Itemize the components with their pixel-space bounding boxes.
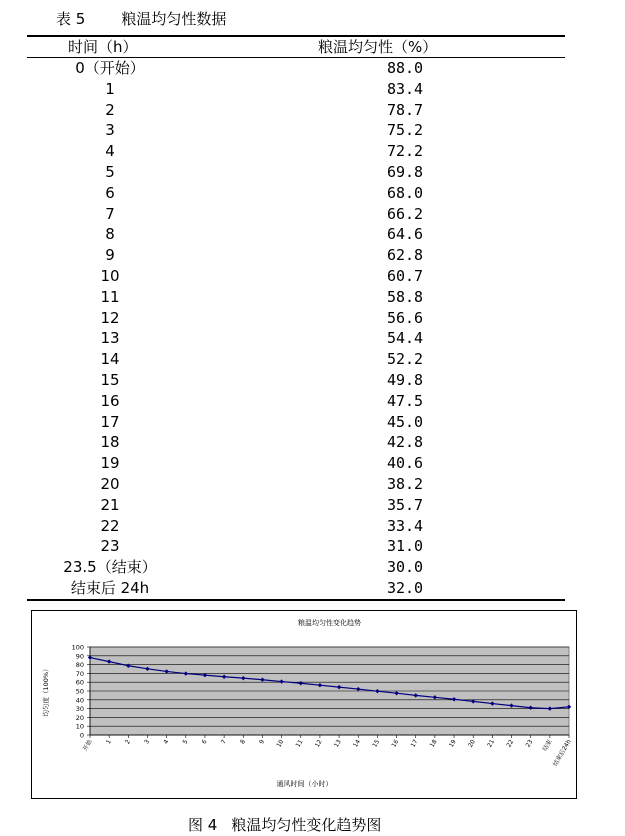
cell-uniformity: 38.2 <box>386 475 424 493</box>
x-tick-label: 20 <box>467 738 477 749</box>
table-row <box>27 79 565 100</box>
table-title: 粮温均匀性数据 <box>121 10 227 28</box>
cell-time: 23.5（结束） <box>63 558 157 577</box>
cell-time: 结束后 24h <box>70 579 150 597</box>
x-tick-label: 1 <box>104 738 113 746</box>
x-tick-label: 13 <box>332 738 343 749</box>
cell-time: 22 <box>100 516 120 535</box>
cell-time: 9 <box>105 246 115 265</box>
cell-uniformity: 66.2 <box>386 204 424 223</box>
cell-uniformity: 75.2 <box>386 121 424 140</box>
x-tick-label: 9 <box>258 738 267 746</box>
cell-uniformity: 88.0 <box>386 59 424 77</box>
cell-time: 5 <box>105 163 115 181</box>
cell-time: 16 <box>100 391 120 410</box>
table-row <box>27 474 565 495</box>
table-row <box>27 204 565 225</box>
cell-time: 1 <box>105 79 115 98</box>
table-caption <box>56 8 226 29</box>
cell-time: 17 <box>100 412 120 431</box>
cell-time: 15 <box>100 371 120 389</box>
x-tick-label: 15 <box>371 738 382 749</box>
x-tick-label: 19 <box>447 738 458 749</box>
table-row <box>27 412 565 433</box>
y-tick-label: 30 <box>75 705 84 714</box>
cell-uniformity: 72.2 <box>386 142 424 161</box>
cell-time: 8 <box>105 225 115 244</box>
table-row <box>27 432 565 453</box>
x-tick-label: 16 <box>390 738 401 749</box>
table-bottom-rule <box>27 599 565 601</box>
cell-time: 10 <box>100 267 120 285</box>
cell-time: 3 <box>105 121 115 140</box>
table-row <box>27 349 565 370</box>
table-row <box>27 266 565 287</box>
table-row <box>27 58 565 79</box>
x-tick-label: 4 <box>162 738 171 746</box>
cell-uniformity: 35.7 <box>386 495 424 514</box>
table-row <box>27 328 565 349</box>
cell-uniformity: 58.8 <box>386 287 424 306</box>
x-axis-title: 通风时间（小时） <box>276 780 333 788</box>
table-row <box>27 557 565 578</box>
figure-title: 粮温均匀性变化趋势图 <box>231 816 382 834</box>
cell-uniformity: 62.8 <box>386 246 424 265</box>
table-row <box>27 578 565 599</box>
table-row <box>27 100 565 121</box>
cell-uniformity: 32.0 <box>386 579 424 597</box>
cell-time: 14 <box>100 350 120 369</box>
table-row <box>27 287 565 308</box>
cell-time: 12 <box>100 308 120 327</box>
x-tick-label: 18 <box>428 738 439 749</box>
x-tick-label: 12 <box>313 738 324 749</box>
x-tick-label: 结束 <box>541 738 554 753</box>
x-tick-label: 结束后24h <box>551 738 573 768</box>
column-header-time: 时间（h） <box>68 38 138 56</box>
cell-time: 13 <box>100 329 120 348</box>
y-tick-label: 50 <box>75 687 84 696</box>
cell-time: 11 <box>100 287 120 306</box>
y-tick-label: 20 <box>75 713 84 722</box>
cell-uniformity: 83.4 <box>386 79 424 98</box>
cell-uniformity: 69.8 <box>386 163 424 181</box>
table-row <box>27 141 565 162</box>
cell-time: 2 <box>105 100 115 119</box>
cell-time: 19 <box>100 454 120 473</box>
cell-time: 18 <box>100 433 120 452</box>
cell-uniformity: 54.4 <box>386 329 424 348</box>
y-tick-label: 0 <box>79 731 84 740</box>
table-row <box>27 370 565 391</box>
x-tick-label: 10 <box>275 738 286 749</box>
y-axis-title: 均匀度（100%） <box>42 665 50 717</box>
table-row <box>27 183 565 204</box>
cell-uniformity: 45.0 <box>386 412 424 431</box>
y-tick-label: 90 <box>75 652 84 661</box>
x-tick-label: 2 <box>124 738 133 746</box>
x-tick-label: 7 <box>219 738 228 746</box>
cell-uniformity: 49.8 <box>386 371 424 389</box>
table-row <box>27 120 565 141</box>
column-header-uniformity: 粮温均匀性（%） <box>318 38 438 56</box>
line-chart <box>32 611 578 800</box>
cell-uniformity: 56.6 <box>386 308 424 327</box>
x-tick-label: 23 <box>524 738 535 749</box>
cell-time: 21 <box>100 495 120 514</box>
cell-time: 7 <box>105 204 115 223</box>
y-tick-label: 100 <box>71 643 84 652</box>
chart-title: 粮温均匀性变化趋势 <box>298 619 361 627</box>
table-row <box>27 391 565 412</box>
x-tick-label: 6 <box>200 738 209 746</box>
table-row <box>27 536 565 557</box>
x-tick-label: 11 <box>294 738 305 749</box>
x-tick-label: 开始 <box>81 738 94 753</box>
table-row <box>27 245 565 266</box>
cell-time: 4 <box>105 142 115 161</box>
cell-uniformity: 64.6 <box>386 225 424 244</box>
cell-uniformity: 33.4 <box>386 516 424 535</box>
chart-frame <box>31 610 577 799</box>
table-row <box>27 224 565 245</box>
cell-uniformity: 42.8 <box>386 433 424 452</box>
x-tick-label: 3 <box>143 738 152 746</box>
cell-time: 23 <box>100 537 120 556</box>
y-tick-label: 80 <box>75 661 84 670</box>
table-row <box>27 308 565 329</box>
cell-time: 6 <box>105 183 115 202</box>
y-tick-label: 40 <box>75 696 84 705</box>
cell-time: 20 <box>100 475 120 493</box>
figure-caption <box>188 814 381 835</box>
figure-number: 图 4 <box>188 816 218 834</box>
cell-uniformity: 31.0 <box>386 537 424 556</box>
cell-uniformity: 52.2 <box>386 350 424 369</box>
cell-uniformity: 40.6 <box>386 454 424 473</box>
x-tick-label: 5 <box>181 738 190 746</box>
table-number: 表 5 <box>56 10 86 28</box>
cell-time: 0（开始） <box>75 59 145 77</box>
cell-uniformity: 68.0 <box>386 183 424 202</box>
table-row <box>27 453 565 474</box>
x-tick-label: 14 <box>352 738 362 749</box>
cell-uniformity: 60.7 <box>386 267 424 285</box>
x-tick-label: 22 <box>505 738 516 749</box>
y-tick-label: 60 <box>75 678 84 687</box>
cell-uniformity: 78.7 <box>386 100 424 119</box>
table-row <box>27 162 565 183</box>
cell-uniformity: 47.5 <box>386 391 424 410</box>
cell-uniformity: 30.0 <box>386 558 424 577</box>
table-row <box>27 495 565 516</box>
table-row <box>27 516 565 537</box>
x-tick-label: 8 <box>239 738 248 746</box>
x-tick-label: 17 <box>409 738 420 749</box>
y-tick-label: 70 <box>75 669 84 678</box>
y-tick-label: 10 <box>75 722 84 731</box>
x-tick-label: 21 <box>486 738 497 749</box>
